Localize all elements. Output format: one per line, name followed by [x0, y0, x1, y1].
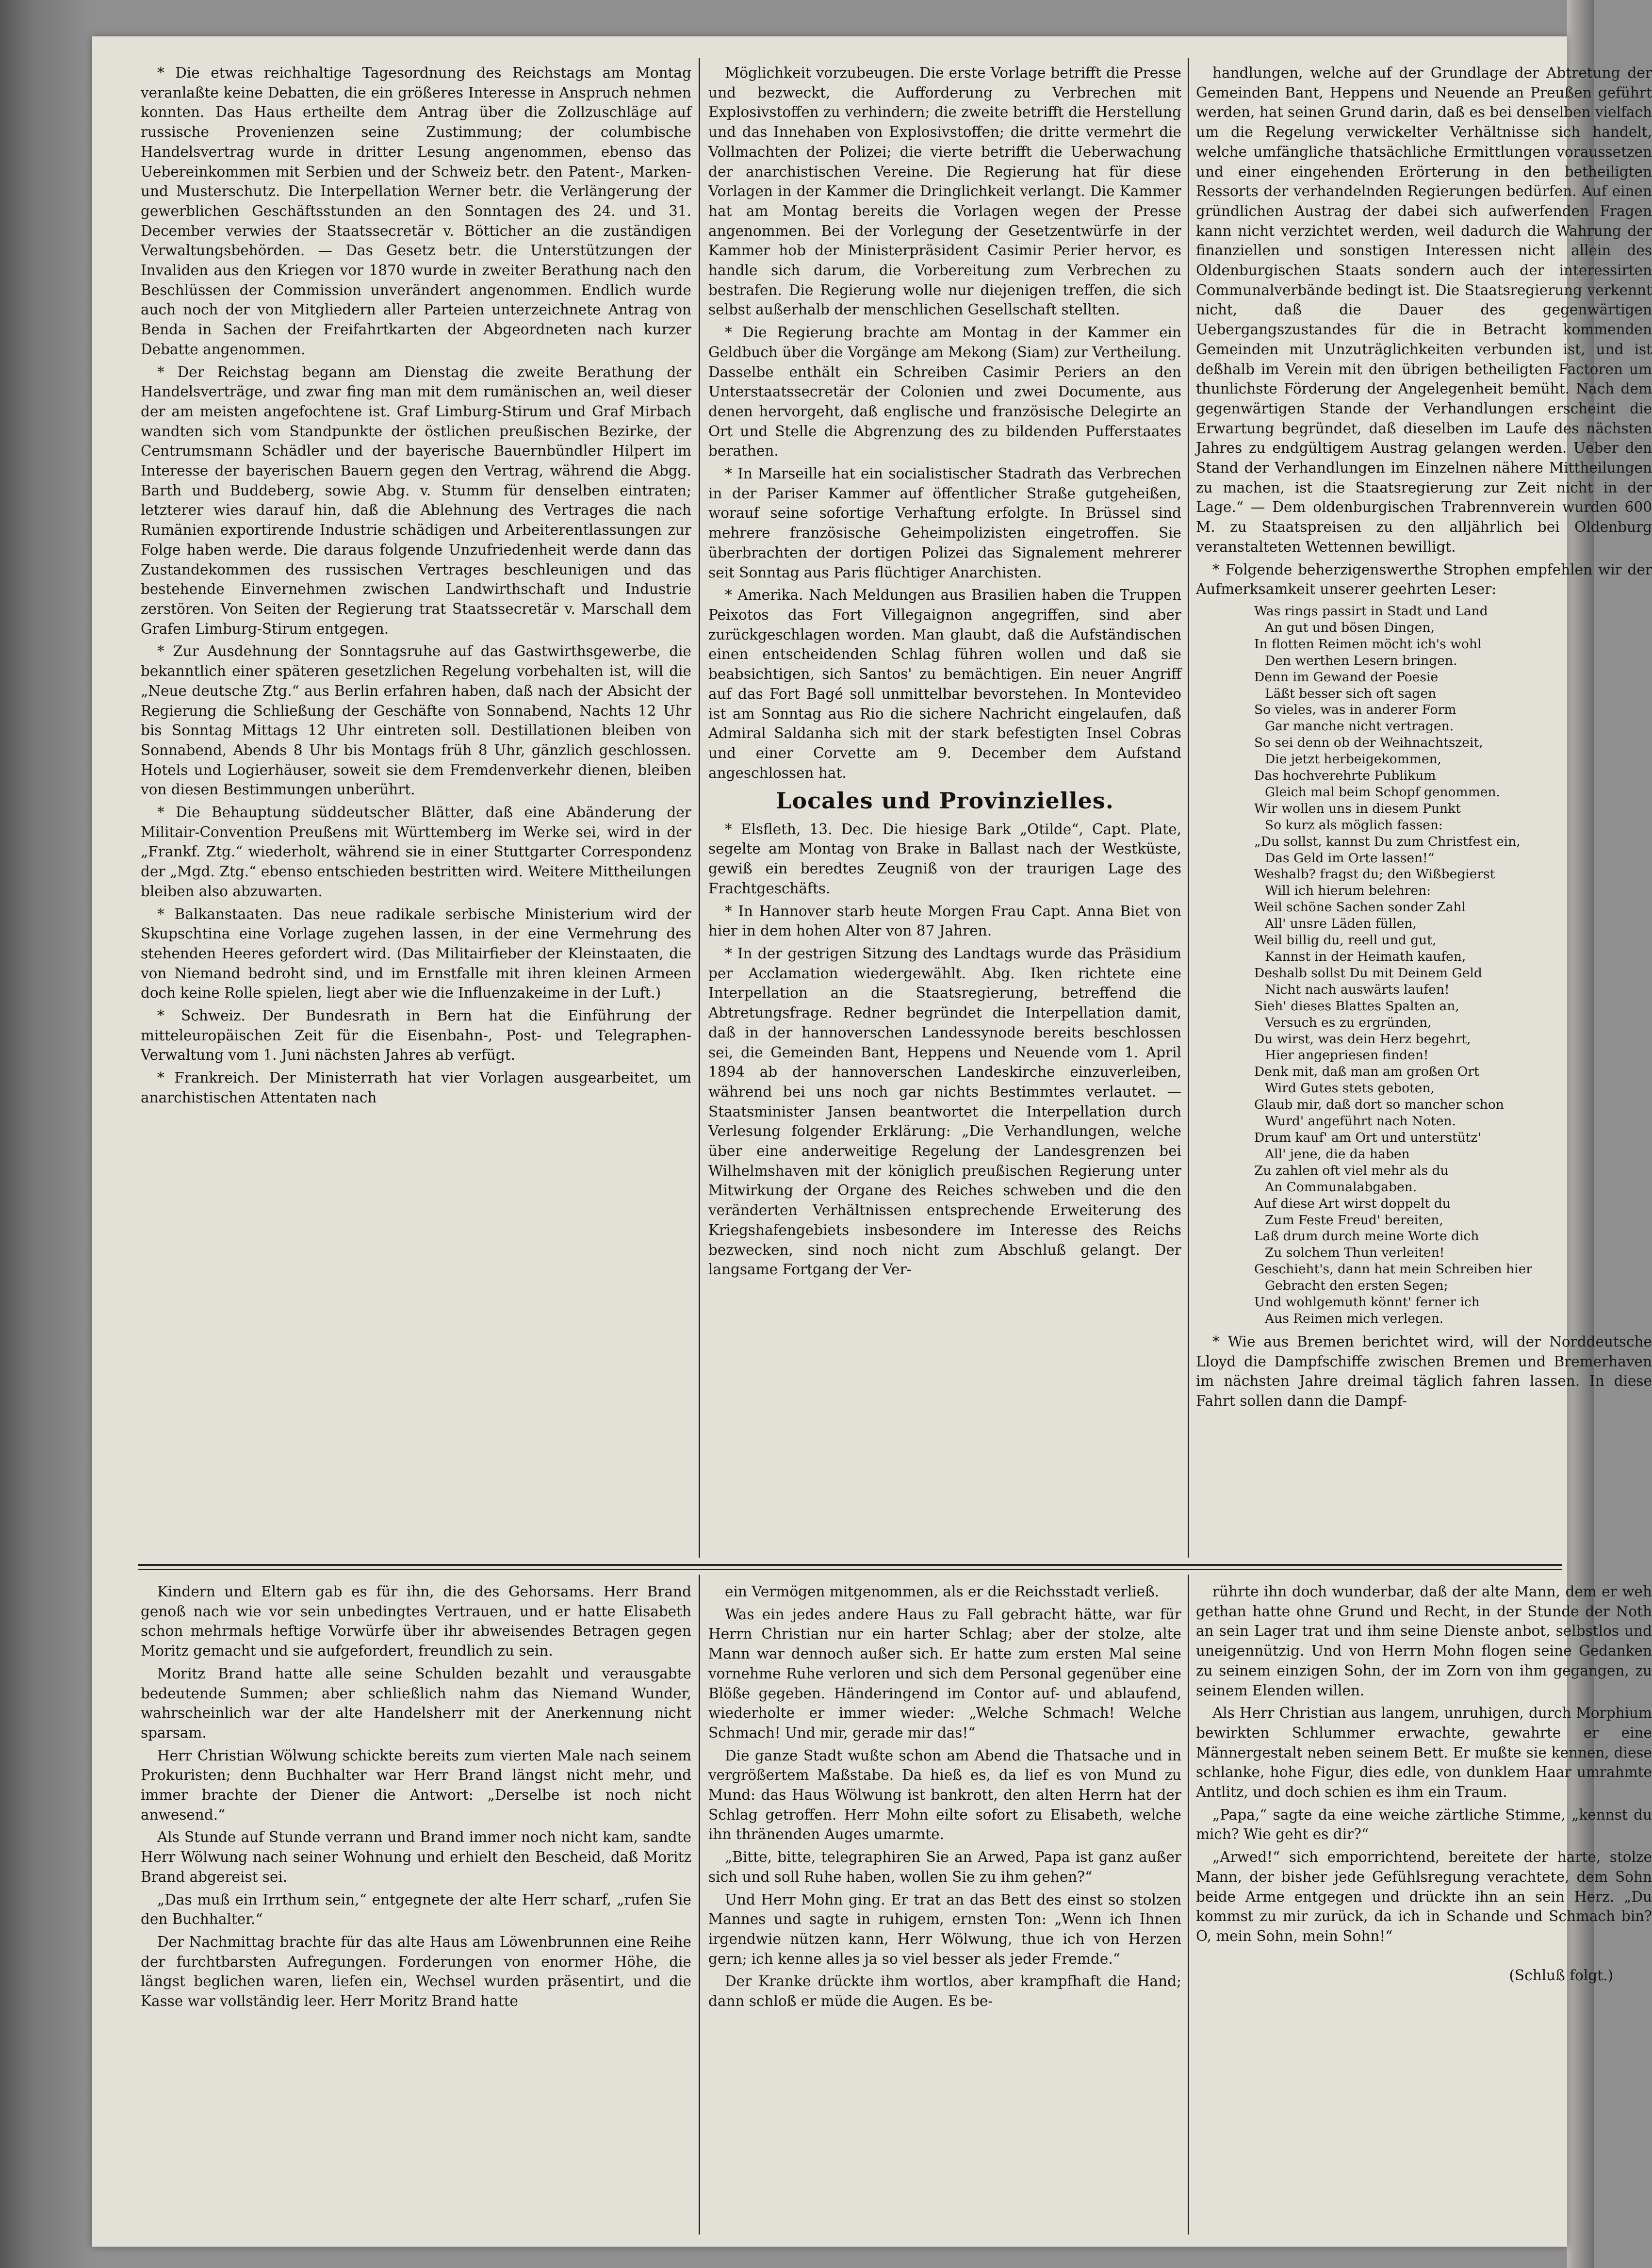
- poem-line: Gar manche nicht vertragen.: [1265, 719, 1454, 734]
- poem-line: Glaub mir, daß dort so mancher schon: [1254, 1097, 1504, 1113]
- paragraph: * Die Regierung brachte am Montag in der Kammer ein Geldbuch über die Vorgänge am Mekong (Siam) zur Vertheilung. Dasselbe enthält ein Schreiben Casimir Periers an den Unterstaatssecretär der Colonien und zwei Documente, aus denen hervorgeht, daß englische und französische Delegirte an Ort und Stelle die Abgrenzung des zu bildenden Pufferstaates berathen.: [708, 324, 1181, 460]
- poem-line: Du wirst, was dein Herz begehrt,: [1254, 1031, 1471, 1047]
- poem-line: Versuch es zu ergründen,: [1265, 1015, 1432, 1030]
- paragraph: Was ein jedes andere Haus zu Fall gebracht hätte, war für Herrn Christian nur ein harter Schlag; aber der stolze, alte Mann war dennoch außer sich. Er hatte zum ersten Mal seine vornehme Ruhe verloren und sich dem Personal gegenüber eine Blöße gegeben. Händeringend im Contor auf- und ablaufend, wiederholte er immer wieder: „Welche Schmach! Welche Schmach! Und mir, gerade mir das!“: [708, 1606, 1181, 1741]
- paragraph: Moritz Brand hatte alle seine Schulden bezahlt und verausgabte bedeutende Summen; aber schließlich nahm das Niemand Wunder, wahrscheinlich war der alte Handelsherr mit der Anerkennung nicht sparsam.: [141, 1665, 691, 1741]
- feuilleton-divider-thin: [138, 1569, 1562, 1570]
- poem-line: Gleich mal beim Schopf genommen.: [1265, 784, 1500, 800]
- poem-line: All' unsre Läden füllen,: [1265, 916, 1417, 932]
- paragraph: handlungen, welche auf der Grundlage der Abtretung der Gemeinden Bant, Heppens und Neuende an Preußen geführt werden, hat seinen Grund darin, daß es bei denselben vielfach um die Regelung verwickelter Verhältnisse sich handelt, welche umfängliche thatsächliche Ermittlungen voraussetzen und einer eingehenden Erörterung in den betheiligten Ressorts der verhandelnden Regierungen bedürfen. Auf einen gründlichen Austrag der dabei sich aufwerfenden Fragen kann nicht verzichtet werden, weil dadurch die Wahrung der finanziellen und sonstigen Interessen nicht allein des Oldenburgischen Staats sondern auch der interessirten Communalverbände bedingt ist. Die Staatsregierung verkennt nicht, daß die Dauer des gegenwärtigen Uebergangszustandes für die in Betracht kommenden Gemeinden mit Unzuträglichkeiten verbunden ist, und ist deßhalb im Verein mit den übrigen betheiligten Factoren um thunlichste Förderung der Angelegenheit bemüht. Nach dem gegenwärtigen Stande der Verhandlungen erscheint die Erwartung begründet, daß dieselben im Laufe des nächsten Jahres zu endgültigem Austrag gelangen werden. Ueber den Stand der Verhandlungen im Einzelnen nähere Mittheilungen zu machen, ist die Staatsregierung zur Zeit nicht in der Lage.“ — Dem oldenburgischen Trabrennverein wurden 600 M. zu Staatspreisen zu den alljährlich bei Oldenburg veranstalteten Wettennen bewilligt.: [1196, 65, 1652, 555]
- paragraph: Die ganze Stadt wußte schon am Abend die Thatsache und in vergrößertem Maßstabe. Da hieß es, da lief es von Mund zu Mund: das Haus Wölwung ist bankrott, den alten Herrn hat der Schlag getroffen. Herr Mohn eilte sofort zu Elisabeth, welche ihn thränenden Auges umarmte.: [708, 1747, 1181, 1843]
- paragraph: * Balkanstaaten. Das neue radikale serbische Ministerium wird der Skupschtina eine Vorlage zugehen lassen, in der eine Vermehrung des stehenden Heeres gefordert wird. (Das Militairfieber der Kleinstaaten, die von Niemand bedroht sind, und im Ernstfalle mit ihren kleinen Armeen doch keine Rolle spielen, liegt aber wie die Influenzakeime in der Luft.): [141, 905, 691, 1002]
- poem-line: Laß drum durch meine Worte dich: [1254, 1229, 1479, 1244]
- column-rule: [699, 1575, 700, 2235]
- feuilleton-divider: [138, 1564, 1562, 1566]
- poem-line: Wird Gutes stets geboten,: [1265, 1081, 1435, 1096]
- column-rule: [1188, 1575, 1189, 2235]
- feuilleton-column-1: [141, 1582, 691, 2232]
- poem-line: So vieles, was in anderer Form: [1254, 702, 1456, 718]
- column-rule: [699, 58, 700, 1558]
- paragraph: * Frankreich. Der Ministerrath hat vier Vorlagen ausgearbeitet, um anarchistischen Attentaten nach: [141, 1069, 691, 1106]
- paragraph: * In Marseille hat ein socialistischer Stadrath das Verbrechen in der Pariser Kammer auf öffentlicher Straße gutgeheißen, worauf seine sofortige Verhaftung erfolgte. In Brüssel sind mehrere französische Geheimpolizisten eingetroffen. Sie überbrachten der dortigen Polizei das Signalement mehrerer seit Sonntag aus Paris flüchtiger Anarchisten.: [708, 465, 1181, 581]
- paragraph: Kindern und Eltern gab es für ihn, die des Gehorsams. Herr Brand genoß nach wie vor sein unbedingtes Vertrauen, und er hatte Elisabeth schon mehrmals heftige Vorwürfe über ihr abweisendes Betragen gegen Moritz gemacht und sie aufgefordert, freundlich zu sein.: [141, 1583, 691, 1660]
- news-column-3: [1196, 63, 1652, 1553]
- paragraph: Der Nachmittag brachte für das alte Haus am Löwenbrunnen eine Reihe der furchtbarsten Aufregungen. Forderungen von enormer Höhe, die längst beglichen waren, liefen ein, Wechsel wurden präsentirt, und die Kasse war vollständig leer. Herr Moritz Brand hatte: [141, 1933, 691, 2010]
- paragraph: * In Hannover starb heute Morgen Frau Capt. Anna Biet von hier in dem hohen Alter von 87 Jahren.: [708, 903, 1181, 939]
- poem-line: An Communalabgaben.: [1265, 1179, 1417, 1195]
- feuilleton-column-2: [708, 1582, 1181, 2232]
- poem-line: Drum kauf' am Ort und unterstütz': [1254, 1130, 1481, 1145]
- poem-line: Zu zahlen oft viel mehr als du: [1254, 1163, 1449, 1178]
- paragraph: * Schweiz. Der Bundesrath in Bern hat die Einführung der mitteleuropäischen Zeit für die Eisenbahn-, Post- und Telegraphen-Verwaltung vom 1. Juni nächsten Jahres ab verfügt.: [141, 1007, 691, 1064]
- poem-line: Läßt besser sich oft sagen: [1265, 686, 1437, 701]
- paragraph: Der Kranke drückte ihm wortlos, aber krampfhaft die Hand; dann schloß er müde die Augen. Es be-: [708, 1973, 1181, 2010]
- poem-line: Sieh' dieses Blattes Spalten an,: [1254, 998, 1459, 1014]
- paragraph: „Das muß ein Irrthum sein,“ entgegnete der alte Herr scharf, „rufen Sie den Buchhalter.“: [141, 1891, 691, 1928]
- poem-line: An gut und bösen Dingen,: [1265, 620, 1435, 635]
- poem-line: „Du sollst, kannst Du zum Christfest ein,: [1254, 834, 1521, 849]
- poem-line: So kurz als möglich fassen:: [1265, 817, 1443, 833]
- paragraph: * Die etwas reichhaltige Tagesordnung des Reichstags am Montag veranlaßte keine Debatten, die ein größeres Interesse in Anspruch nehmen konnten. Das Haus ertheilte dem Antrag über die Zollzuschläge auf russische Provenienzen seine Zustimmung; der columbische Handelsvertrag wurde in dritter Lesung angenommen, ebenso das Uebereinkommen mit Serbien und der Schweiz betr. den Patent-, Marken- und Musterschutz. Die Interpellation Werner betr. die Verlängerung der gewerblichen Geschäftsstunden an den Sonntagen des 24. und 31. December verwies der Staatssecretär v. Bötticher an die zuständigen Verwaltungsbehörden. — Das Gesetz betr. die Unterstützungen der Invaliden aus den Kriegen vor 1870 wurde in zweiter Berathung nach den Beschlüssen der Commission unverändert angenommen. Endlich wurde auch noch der von Mitgliedern aller Parteien unterzeichnete Antrag von Benda in Sachen der Freifahrtkarten der Abgeordneten nach kurzer Debatte angenommen.: [141, 65, 691, 358]
- poem-line: Weil schöne Sachen sonder Zahl: [1254, 900, 1466, 915]
- paragraph: „Bitte, bitte, telegraphiren Sie an Arwed, Papa ist ganz außer sich und soll Ruhe haben, wollen Sie zu ihm gehen?“: [708, 1849, 1181, 1885]
- paragraph: rührte ihn doch wunderbar, daß der alte Mann, dem er weh gethan hatte ohne Grund und Recht, in der Stunde der Noth an sein Lager trat und ihm seine Dienste anbot, selbstlos und uneigennützig. Und von Herrn Mohn flogen seine Gedanken zu seinem einzigen Sohn, der im Zorn von ihm gegangen, zu seinem Elenden willen.: [1196, 1583, 1652, 1699]
- paragraph: „Arwed!“ sich emporrichtend, bereitete der harte, stolze Mann, der bisher jede Gefühlsregung verachtete, dem Sohn beide Arme entgegen und drückte ihn an sein Herz. „Du kommst zu mir zurück, da ich in Schande und Schmach bin? O, mein Sohn, mein Sohn!“: [1196, 1849, 1652, 1944]
- poem-line: Weil billig du, reell und gut,: [1254, 933, 1437, 948]
- poem-line: Kannst in der Heimath kaufen,: [1265, 949, 1466, 965]
- poem-line: Die jetzt herbeigekommen,: [1265, 752, 1442, 767]
- poem-line: Und wohlgemuth könnt' ferner ich: [1254, 1295, 1480, 1310]
- poem-line: Gebracht den ersten Segen;: [1265, 1278, 1448, 1294]
- paragraph: Möglichkeit vorzubeugen. Die erste Vorlage betrifft die Presse und bezweckt, die Aufforderung zu Verbrechen mit Explosivstoffen zu verhindern; die zweite betrifft die Herstellung und das Innehaben von Explosivstoffen; die dritte vermehrt die Vollmachten der Polizei; die vierte betrifft die Ueberwachung der anarchistischen Vereine. Die Regierung hat für diese Vorlagen in der Kammer die Dringlichkeit verlangt. Die Kammer hat am Montag bereits die Vorlagen wegen der Presse angenommen. Bei der Vorlegung der Gesetzentwürfe in der Kammer hob der Ministerpräsident Casimir Perier hervor, es handle sich darum, die Vorbereitung zum Verbrechen zu bestrafen. Die Regierung wolle nur diejenigen treffen, die sich selbst außerhalb der menschlichen Gesellschaft stellten.: [708, 65, 1181, 318]
- feuilleton-column-3: [1196, 1582, 1652, 2232]
- poem-line: Nicht nach auswärts laufen!: [1265, 982, 1450, 997]
- poem-line: Weshalb? fragst du; den Wißbegierst: [1254, 867, 1495, 882]
- paragraph: * In der gestrigen Sitzung des Landtags wurde das Präsidium per Acclamation wiedergewählt. Abg. Iken richtete eine Interpellation an die Staatsregierung, betreffend die Abtretungsfrage. Redner begründet die Interpellation damit, daß in der hannoverschen Landessynode bereits beschlossen sei, die Gemeinden Bant, Heppens und Neuende vom 1. April 1894 ab der hannoverschen Landeskirche einzuverleiben, während bei uns noch gar nichts Bestimmtes verlautet. — Staatsminister Jansen beantwortet die Interpellation durch Verlesung folgender Erklärung: „Die Verhandlungen, welche über eine anderweitige Regelung der Landesgrenzen bei Wilhelmshaven mit der königlich preußischen Regierung unter Mitwirkung der Organe des Reiches schweben und die den veränderten Verhältnissen entsprechende Erweiterung des Kriegshafengebiets insbesondere im Interesse des Reichs bezwecken, sind noch nicht zum Abschluß gelangt. Der langsame Fortgang der Ver-: [708, 945, 1181, 1278]
- news-column-2: [708, 63, 1181, 1553]
- poem-line: Wurd' angeführt nach Noten.: [1265, 1114, 1456, 1129]
- paragraph: Als Herr Christian aus langem, unruhigen, durch Morphium bewirkten Schlummer erwachte, gewahrte er eine Männergestalt neben seinem Bett. Er mußte sie kennen, diese schlanke, hohe Figur, dies edle, von dunklem Haar umrahmte Antlitz, und doch schien es ihm ein Traum.: [1196, 1705, 1652, 1801]
- poem-line: Wir wollen uns in diesem Punkt: [1254, 801, 1461, 816]
- paragraph: * Zur Ausdehnung der Sonntagsruhe auf das Gastwirthsgewerbe, die bekanntlich einer späteren gesetzlichen Regelung vorbehalten ist, will die „Neue deutsche Ztg.“ aus Berlin erfahren haben, daß nach der Absicht der Regierung die Schließung der Geschäfte von Sonnabend, Nachts 12 Uhr bis Sonntag Mittags 12 Uhr eintreten soll. Destillationen bleiben von Sonnabend, Abends 8 Uhr bis Montags früh 8 Uhr, gänzlich geschlossen. Hotels und Logierhäuser, soweit sie dem Fremdenverkehr dienen, bleiben von diesen Bestimmungen unberührt.: [141, 643, 691, 798]
- poem-line: Auf diese Art wirst doppelt du: [1254, 1196, 1451, 1211]
- poem-line: All' jene, die da haben: [1265, 1146, 1410, 1162]
- continuation-note: (Schluß folgt.): [1509, 1967, 1613, 1984]
- poem-line: Hier angepriesen finden!: [1265, 1048, 1429, 1063]
- paragraph: ein Vermögen mitgenommen, als er die Reichsstadt verließ.: [725, 1583, 1160, 1600]
- news-column-1: [141, 63, 691, 1553]
- poem-line: Geschieht's, dann hat mein Schreiben hier: [1254, 1262, 1532, 1277]
- paragraph: Als Stunde auf Stunde verrann und Brand immer noch nicht kam, sandte Herr Wölwung nach seiner Wohnung und erhielt den Bescheid, daß Moritz Brand abgereist sei.: [141, 1829, 691, 1885]
- paragraph: * Folgende beherzigenswerthe Strophen empfehlen wir der Aufmerksamkeit unserer geehrten Leser:: [1196, 561, 1652, 598]
- poem-line: Zu solchem Thun verleiten!: [1265, 1245, 1445, 1261]
- paragraph: „Papa,“ sagte da eine weiche zärtliche Stimme, „kennst du mich? Wie geht es dir?“: [1196, 1806, 1652, 1843]
- paragraph: * Amerika. Nach Meldungen aus Brasilien haben die Truppen Peixotos das Fort Villegaignon angegriffen, sind aber zurückgeschlagen worden. Man glaubt, daß die Aufständischen einen entscheidenden Schlag führen wollen und daß sie beabsichtigen, sich Santos' zu bemächtigen. Ein neuer Angriff auf das Fort Bagé soll unmittelbar bevorstehen. In Montevideo ist am Sonntag aus Rio die sichere Nachricht eingelaufen, daß Admiral Saldanha sich mit der stark befestigten Insel Cobras und einer Corvette am 9. December dem Aufstand angeschlossen hat.: [708, 587, 1181, 781]
- paragraph: Herr Christian Wölwung schickte bereits zum vierten Male nach seinem Prokuristen; denn Buchhalter war Herr Brand längst nicht mehr, und immer brachte der Diener die Antwort: „Derselbe ist noch nicht anwesend.“: [141, 1747, 691, 1823]
- poem-line: Das Geld im Orte lassen!“: [1265, 850, 1435, 866]
- poem-line: In flotten Reimen möcht ich's wohl: [1254, 636, 1482, 652]
- section-heading: Locales und Provinzielles.: [776, 788, 1114, 814]
- paragraph: Und Herr Mohn ging. Er trat an das Bett des einst so stolzen Mannes und sagte in ruhigem, ernsten Ton: „Wenn ich Ihnen irgendwie nützen kann, Herr Wölwung, thue ich von Herzen gern; ich kenne alles ja so viel besser als jeder Fremde.“: [708, 1891, 1181, 1967]
- paragraph: * Der Reichstag begann am Dienstag die zweite Berathung der Handelsverträge, und zwar fing man mit dem rumänischen an, weil dieser der am meisten angefochtene ist. Graf Limburg-Stirum und Graf Mirbach wandten sich vom Standpunkte der östlichen preußischen Bezirke, der Centrumsmann Schädler und der bayerische Bauernbündler Hilpert im Interesse der bayerischen Bauern gegen den Vertrag, während die Abgg. Barth und Buddeberg, sowie Abg. v. Stumm für denselben eintraten; letzterer wies darauf hin, daß die Ablehnung des Vertrages die nach Rumänien exportirende Industrie schädigen und Arbeiterentlassungen zur Folge haben werde. Die daraus folgende Unzufriedenheit werde dann das Zustandekommen des russischen Vertrages beschleunigen und das bestehende Einvernehmen zwischen Landwirthschaft und Industrie zerstören. Von Seiten der Regierung trat Staatssecretär v. Marschall dem Grafen Limburg-Stirum entgegen.: [141, 363, 691, 637]
- poem-line: Das hochverehrte Publikum: [1254, 768, 1436, 784]
- paragraph: * Die Behauptung süddeutscher Blätter, daß eine Abänderung der Militair-Convention Preußens mit Württemberg im Werke sei, wird in der „Frankf. Ztg.“ wiederholt, während sie in einer Stuttgarter Correspondenz der „Mgd. Ztg.“ ebenso entschieden bestritten wird. Weitere Mittheilungen bleiben also abzuwarten.: [141, 804, 691, 900]
- binding-edge: [0, 0, 92, 2268]
- poem-line: Aus Reimen mich verlegen.: [1265, 1311, 1444, 1326]
- poem-line: So sei denn ob der Weihnachtszeit,: [1254, 735, 1483, 751]
- poem-line: Deshalb sollst Du mit Deinem Geld: [1254, 965, 1482, 981]
- poem-line: Zum Feste Freud' bereiten,: [1265, 1212, 1443, 1228]
- newspaper-page: [92, 36, 1652, 2247]
- poem-line: Was rings passirt in Stadt und Land: [1254, 603, 1488, 619]
- poem-line: Denk mit, daß man am großen Ort: [1254, 1064, 1479, 1080]
- column-rule: [1188, 58, 1189, 1558]
- paragraph: * Elsfleth, 13. Dec. Die hiesige Bark „Otilde“, Capt. Plate, segelte am Montag von Brake in Ballast nach der Westküste, gewiß ein beredtes Zeugniß von der traurigen Lage des Frachtgeschäfts.: [708, 821, 1181, 897]
- poem-line: Will ich hierum belehren:: [1265, 883, 1431, 899]
- poem: [1254, 603, 1652, 1327]
- paragraph: * Wie aus Bremen berichtet wird, will der Norddeutsche Lloyd die Dampfschiffe zwischen Bremen und Bremerhaven im nächsten Jahre dreimal täglich fahren lassen. In diese Fahrt sollen dann die Dampf-: [1196, 1333, 1652, 1409]
- poem-line: Denn im Gewand der Poesie: [1254, 669, 1439, 685]
- poem-line: Den werthen Lesern bringen.: [1265, 653, 1457, 668]
